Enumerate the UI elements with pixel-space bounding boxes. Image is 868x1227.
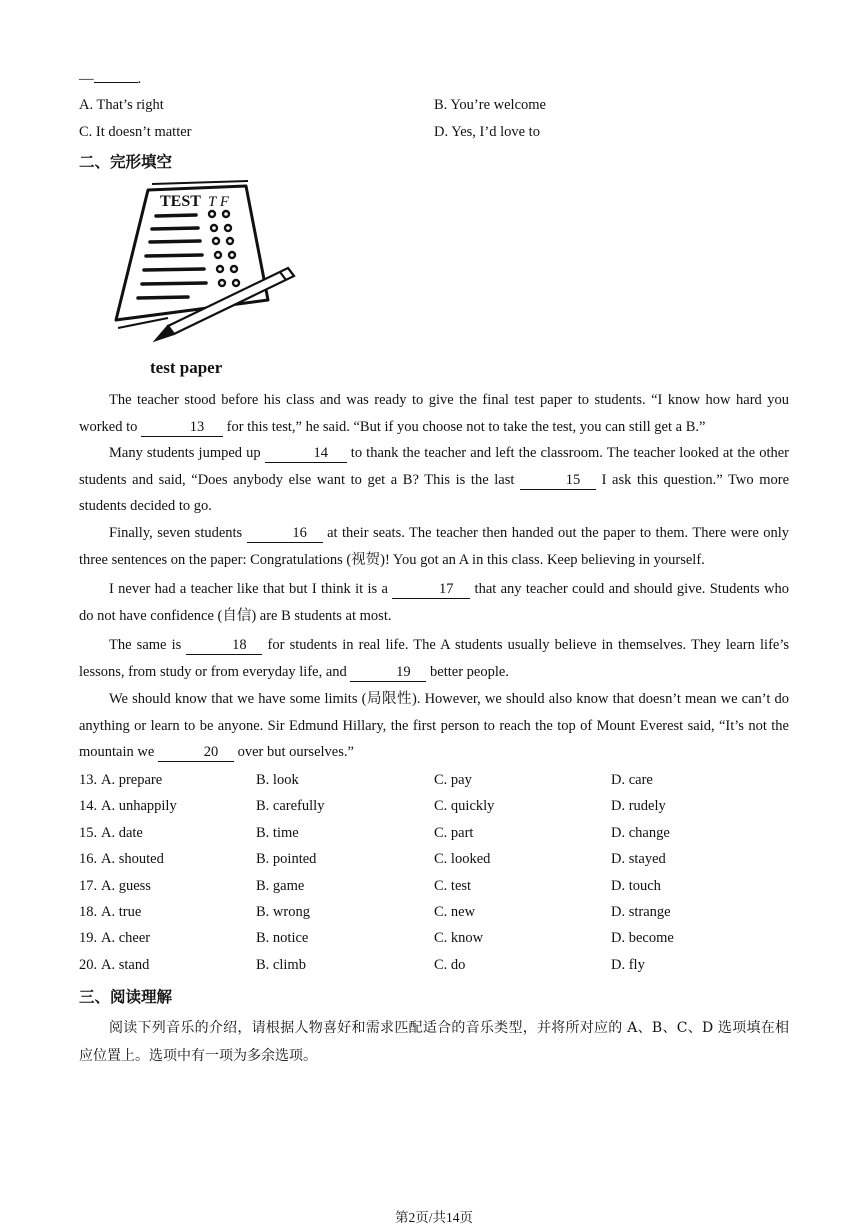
blank-number: 14 [313, 445, 328, 461]
option-b[interactable]: B. game [256, 878, 305, 894]
test-paper-illustration [108, 180, 298, 380]
paper-tf-text: T F [208, 194, 229, 210]
option-letter: D. [434, 124, 449, 140]
blank-20[interactable] [158, 744, 234, 762]
option-row-15 [79, 825, 799, 851]
stem-dash: — [79, 71, 94, 87]
option-c[interactable]: C. quickly [434, 798, 495, 814]
option-d[interactable]: D. change [611, 825, 670, 841]
question-number: 18. [79, 904, 98, 920]
blank-18[interactable] [186, 637, 262, 655]
option-d[interactable]: D. stayed [611, 851, 666, 867]
blank-15[interactable] [520, 472, 596, 490]
text-segment: at their seats. The teacher then handed out the paper to them. There were only three sentences on the paper: Congratulations (视贺)! You got an A in this class. Keep believing in yourself. [79, 525, 789, 568]
paper-header-text: TEST [160, 193, 201, 210]
text-segment: for this test,” he said. “But if you choose not to take the test, you can still get a B.” [223, 418, 706, 435]
option-d[interactable]: D. rudely [611, 798, 666, 814]
text-segment: The teacher stood before his class and was ready to give the final test paper to students. “I know how hard you worked to [79, 392, 789, 435]
option-text: Yes, I’d love to [451, 124, 540, 140]
option-c[interactable]: C. new [434, 904, 476, 920]
prev-option-d [434, 124, 540, 141]
option-b[interactable]: B. pointed [256, 851, 317, 867]
option-row-14 [79, 798, 799, 824]
section3-instruction: 阅读下列音乐的介绍，请根据人物喜好和需求匹配适合的音乐类型，并将所对应的 A、B、C、D 选项填在相应位置上。选项中有一项为多余选项。 [79, 1020, 789, 1064]
text-segment: I ask this question.” Two more students decided to go. [79, 471, 790, 514]
question-number: 17. [79, 878, 98, 894]
option-a[interactable]: A. shouted [101, 851, 164, 867]
option-b[interactable]: B. notice [256, 930, 309, 946]
option-row-18 [79, 904, 799, 930]
question-number: 15. [79, 825, 98, 841]
option-a[interactable]: A. date [101, 825, 143, 841]
option-a[interactable]: A. stand [101, 957, 150, 973]
blank-number: 20 [203, 744, 219, 760]
option-row-16 [79, 851, 799, 877]
question-number: 20. [79, 957, 98, 973]
option-text: It doesn’t matter [95, 124, 192, 140]
option-c[interactable]: C. part [434, 825, 474, 841]
passage-paragraph-5 [79, 632, 789, 685]
option-letter: B. [434, 97, 448, 113]
option-row-13 [79, 772, 799, 798]
blank-19[interactable] [350, 664, 426, 682]
option-letter: A. [79, 97, 94, 113]
option-row-19 [79, 930, 799, 956]
text-segment: over but ourselves.” [233, 744, 354, 760]
prev-option-a [79, 97, 164, 114]
option-c[interactable]: C. test [434, 878, 472, 894]
option-letter: C. [79, 124, 93, 140]
blank-number: 17 [438, 581, 454, 597]
option-text: That’s right [96, 97, 164, 113]
option-c[interactable]: C. do [434, 957, 466, 973]
option-c[interactable]: C. pay [434, 772, 472, 788]
question-number: 13. [79, 772, 98, 788]
image-caption: test paper [150, 358, 223, 377]
blank-13[interactable] [141, 419, 223, 437]
passage-paragraph-6 [79, 686, 789, 766]
blank-16[interactable] [247, 525, 323, 543]
text-segment: that any teacher could and should give. Students who do not have confidence (自信) are B students at most. [79, 581, 789, 624]
option-c[interactable]: C. looked [434, 851, 491, 867]
section2-heading: 二、完形填空 [79, 153, 173, 171]
blank-number: 18 [232, 637, 247, 653]
question-number: 14. [79, 798, 98, 814]
text-segment: Many students jumped up [109, 445, 265, 461]
option-text: You’re welcome [450, 97, 546, 113]
option-b[interactable]: B. time [256, 825, 299, 841]
blank-14[interactable] [265, 445, 347, 463]
passage-paragraph-2 [79, 440, 789, 520]
option-row-17 [79, 878, 799, 904]
passage-paragraph-3 [79, 520, 789, 573]
blank-number: 15 [565, 471, 581, 488]
prev-option-b [434, 97, 546, 114]
text-segment: Finally, seven students [109, 525, 247, 541]
blank-17[interactable] [392, 581, 470, 599]
blank-number: 16 [292, 525, 307, 541]
prev-option-c [79, 124, 192, 141]
option-a[interactable]: A. cheer [101, 930, 151, 946]
test-paper-drawing [108, 180, 298, 350]
answer-blank [94, 68, 138, 83]
text-segment: for students in real life. The A students usually believe in themselves. They learn life’s lessons, from study or from everyday life, and [79, 637, 790, 680]
text-segment: We should know that we have some limits (局限性). However, we should also know that doesn’t mean we can’t do anything or learn to be anyone. Sir Edmund Hillary, the first person to reach the top of Mount Everest said, “It’s not the mountain we [79, 691, 789, 760]
option-d[interactable]: D. touch [611, 878, 661, 894]
option-a[interactable]: A. prepare [101, 772, 163, 788]
option-row-20 [79, 957, 799, 983]
text-segment: I never had a teacher like that but I think it is a [109, 581, 393, 597]
option-b[interactable]: B. look [256, 772, 299, 788]
option-c[interactable]: C. know [434, 930, 484, 946]
option-a[interactable]: A. guess [101, 878, 151, 894]
option-a[interactable]: A. unhappily [101, 798, 177, 814]
passage-paragraph-4 [79, 576, 789, 629]
option-d[interactable]: D. strange [611, 904, 671, 920]
blank-number: 13 [189, 418, 205, 435]
text-segment: better people. [426, 663, 509, 680]
option-b[interactable]: B. climb [256, 957, 306, 973]
text-segment: to thank the teacher and left the classroom. The teacher looked at the other students and said, “Does anybody else want to get a B? This is the last [79, 445, 789, 488]
prev-question-stem: — . [79, 68, 141, 88]
passage-paragraph-1 [79, 387, 789, 440]
question-number: 19. [79, 930, 98, 946]
option-a[interactable]: A. true [101, 904, 142, 920]
blank-number: 19 [396, 663, 411, 680]
text-segment: The same is [109, 637, 187, 653]
option-b[interactable]: B. wrong [256, 904, 310, 920]
question-number: 16. [79, 851, 98, 867]
section3-heading: 三、阅读理解 [79, 988, 173, 1006]
page-footer: 第2页/共14页 [394, 1210, 473, 1225]
option-d[interactable]: D. become [611, 930, 674, 946]
option-d[interactable]: D. fly [611, 957, 645, 973]
option-d[interactable]: D. care [611, 772, 653, 788]
option-b[interactable]: B. carefully [256, 798, 325, 814]
